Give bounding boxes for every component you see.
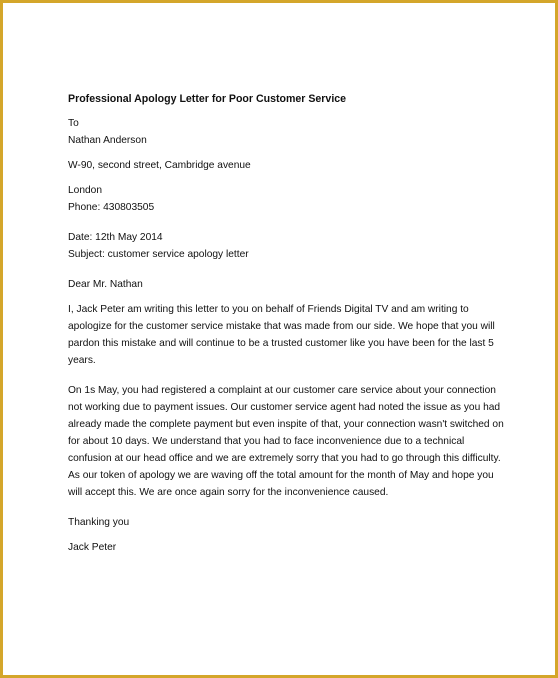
date-line: Date: 12th May 2014: [68, 232, 163, 243]
spacer: [68, 149, 508, 157]
paragraph-line: confusion at our head office and we are extremely sorry that you had to go through this difficulty.: [68, 453, 501, 464]
paragraph-line: pardon this mistake and will continue to be a trusted customer like you have been for the last 5: [68, 338, 494, 349]
paragraph-line: As our token of apology we are waving off the total amount for the month of May and hope you: [68, 470, 494, 481]
signature-name: Jack Peter: [68, 542, 117, 553]
spacer: [68, 369, 508, 382]
phone-line: Phone: 430803505: [68, 202, 155, 213]
city-line: London: [68, 185, 102, 196]
body-paragraph-2: [68, 382, 508, 501]
paragraph-line: already made the complete payment but even inspite of that, your connection wasn't switched on: [68, 419, 504, 430]
spacer: [68, 216, 508, 229]
subject-line: Subject: customer service apology letter: [68, 249, 249, 260]
spacer: [68, 293, 508, 301]
spacer: [68, 174, 508, 182]
to-label: To: [68, 118, 79, 129]
paragraph-line: On 1s May, you had registered a complaint at our customer care service about your connection: [68, 385, 496, 396]
paragraph-line: I, Jack Peter am writing this letter to you on behalf of Friends Digital TV and am writing to: [68, 304, 469, 315]
letter-document: [68, 91, 508, 556]
spacer: [68, 501, 508, 514]
spacer: [68, 263, 508, 276]
spacer: [68, 531, 508, 539]
salutation: Dear Mr. Nathan: [68, 279, 143, 290]
paragraph-line: for about 10 days. We understand that you had to face inconvenience due to a technical: [68, 436, 465, 447]
address-line: W-90, second street, Cambridge avenue: [68, 160, 251, 171]
closing-line: Thanking you: [68, 517, 130, 528]
paragraph-line: will accept this. We are once again sorry for the inconvenience caused.: [68, 487, 389, 498]
paragraph-line: years.: [68, 355, 96, 366]
recipient-name: Nathan Anderson: [68, 135, 147, 146]
paragraph-line: apologize for the customer service mistake that was made from our side. We hope that you will: [68, 321, 495, 332]
letter-title: Professional Apology Letter for Poor Customer Service: [68, 93, 347, 105]
body-paragraph-1: [68, 301, 508, 369]
paragraph-line: not working due to payment issues. Our customer service agent had noted the issue as you had: [68, 402, 501, 413]
